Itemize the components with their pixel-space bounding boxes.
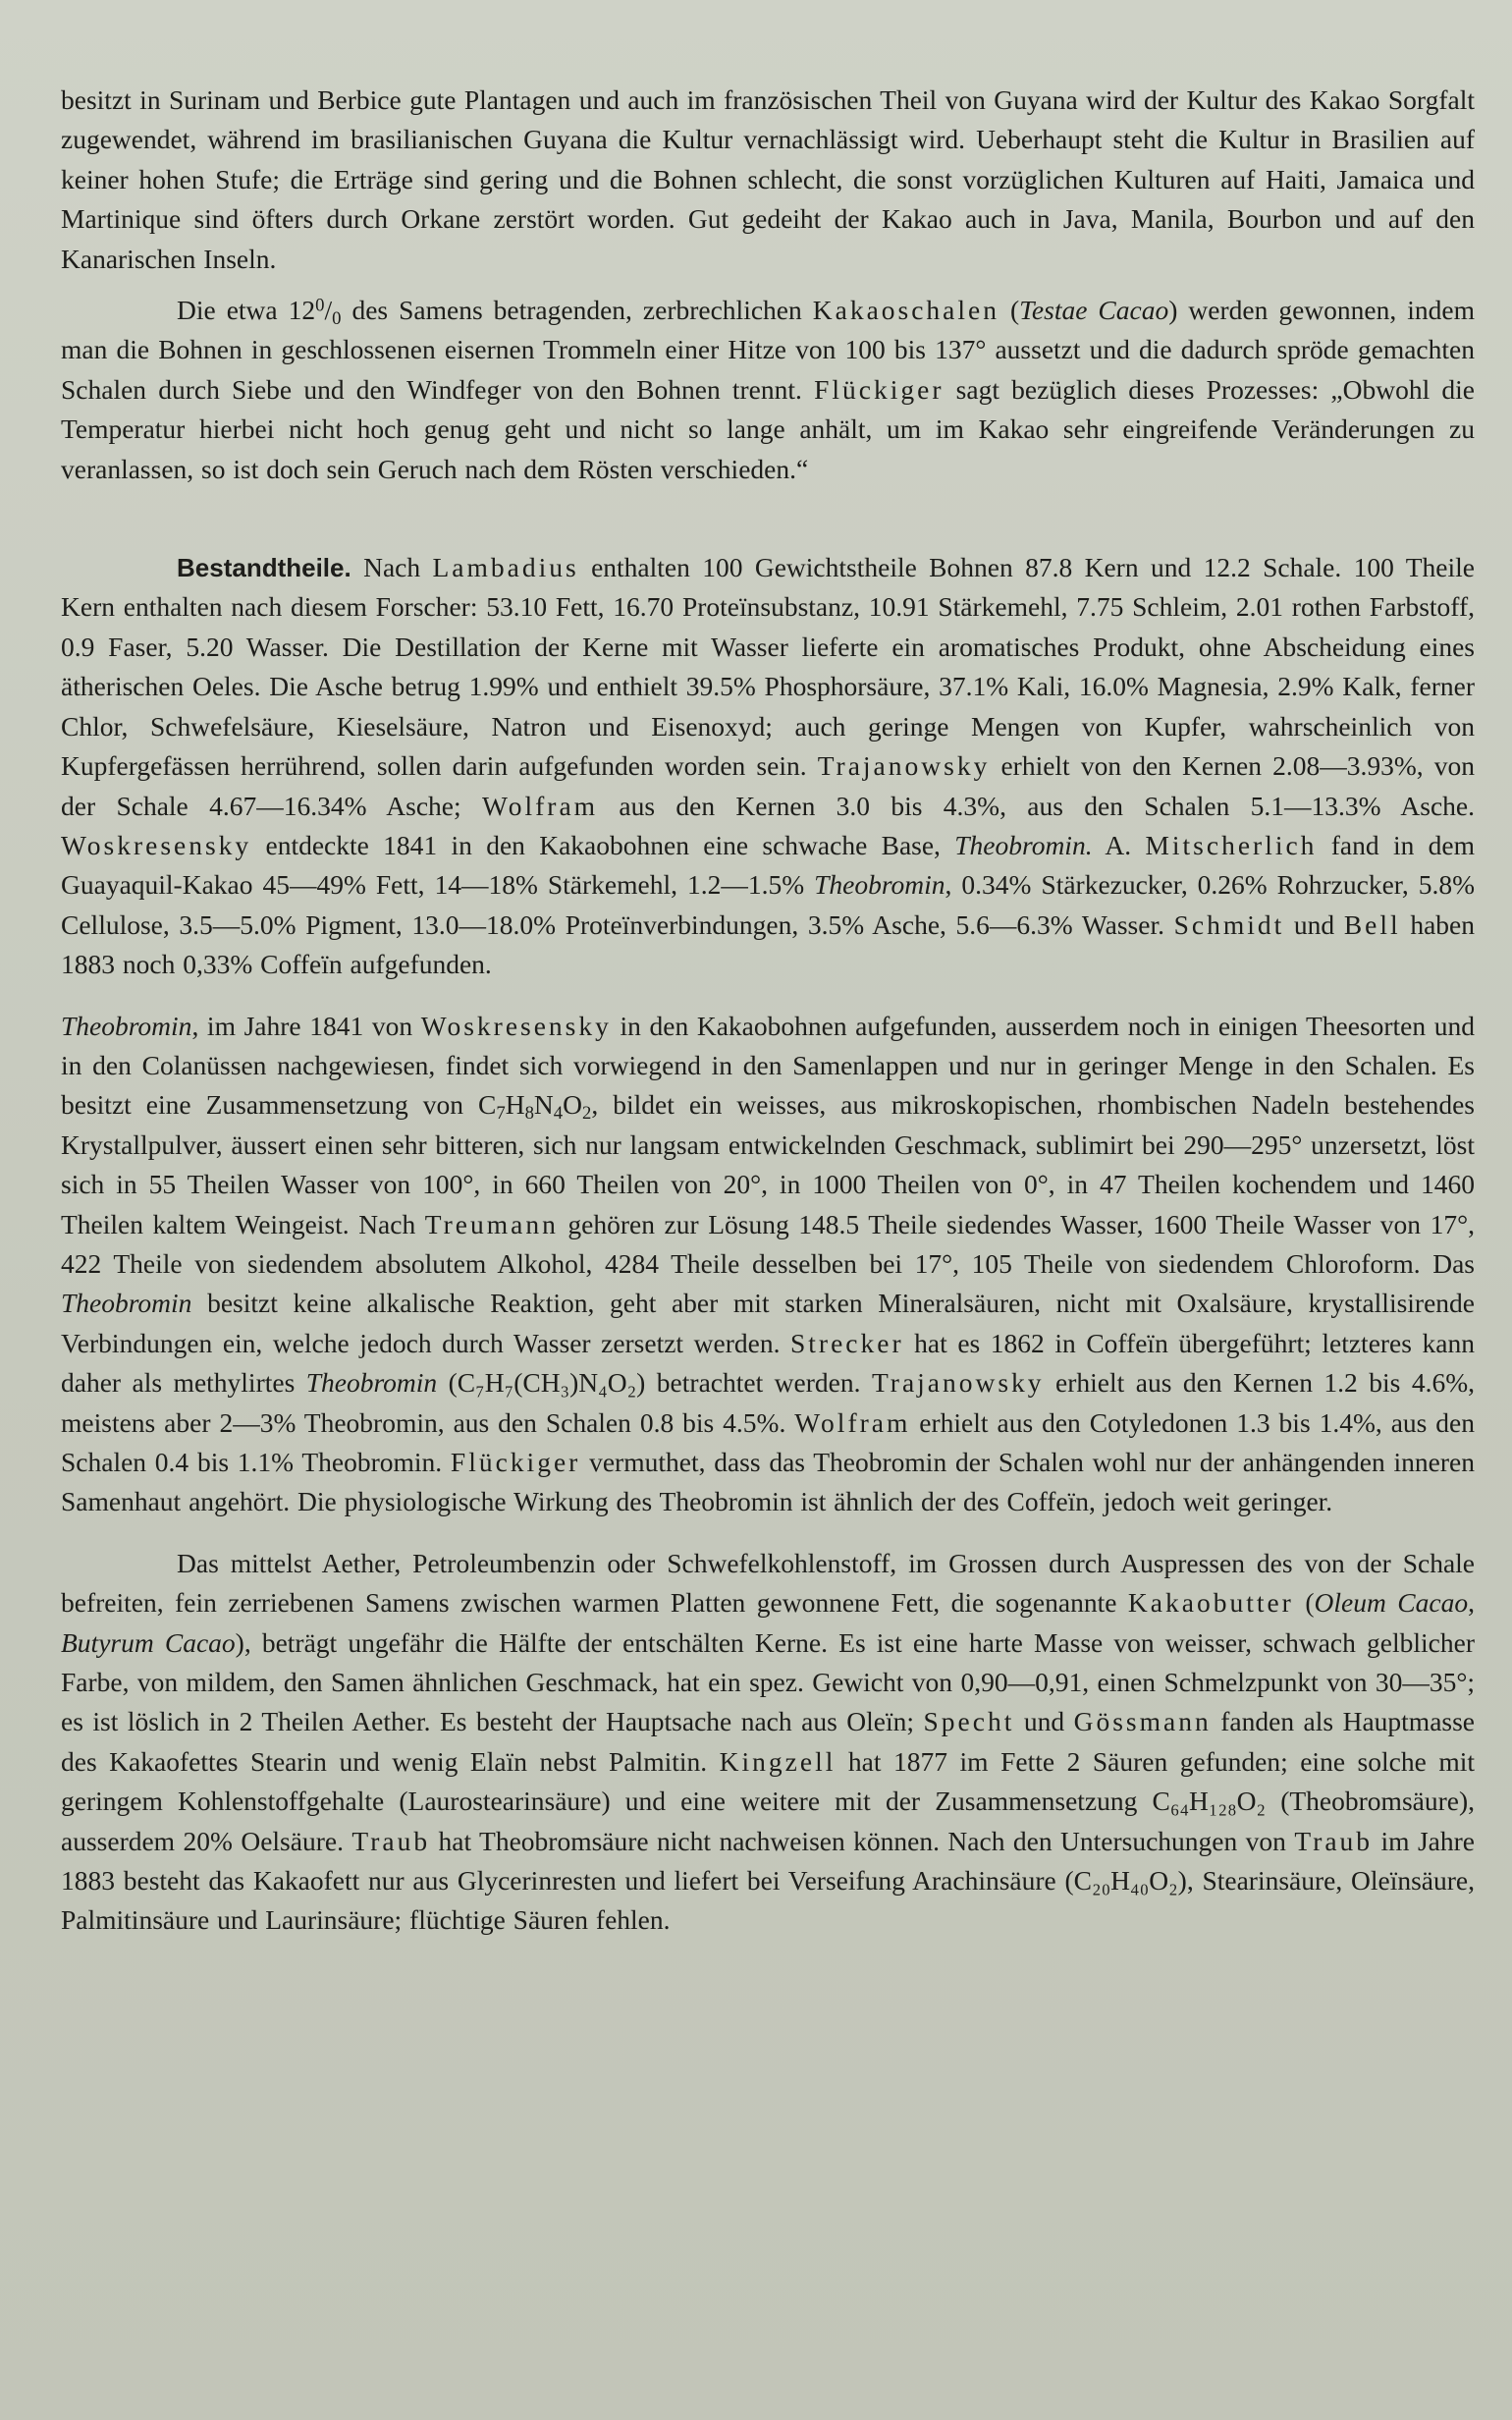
text-run: , [1468, 1587, 1475, 1619]
formula-part: H [505, 1089, 525, 1121]
text-run: , 0.34% Stärkezucker, 0.26% Rohrzucker, 5.8% Cellulose, 3.5—5.0% Pigment, 13.0—18.0% Proteïnverbindungen, 3.5% Asche, 5.6—6.3% Wasser. [61, 869, 1475, 940]
formula-subscript: 4 [553, 1103, 564, 1125]
formula-part: C [478, 1089, 497, 1121]
text-run: (C₇H₇(CH₃)N₄O₂) betrachtet werden. [437, 1367, 872, 1399]
author-name: Specht [923, 1706, 1015, 1737]
author-name: Strecker [790, 1327, 904, 1358]
author-name: Traub [1294, 1825, 1374, 1856]
latin-term: Testae Cacao [1019, 295, 1169, 326]
text-run: ( [999, 295, 1020, 326]
text-run: hat es 1862 in Coffeïn übergeführt; letzteres kann daher als methylirtes [61, 1327, 1475, 1399]
text-run: entdeckte 1841 in den Kakaobohnen eine schwache Base, [251, 829, 955, 860]
latin-term: Butyrum Cacao [61, 1626, 236, 1658]
text-run: ) werden gewonnen, indem man die Bohnen in geschlossenen eisernen Trommeln einer Hitze von 100 bis 137° aussetzt und die dadurch spröde gemachten Schalen durch Siebe und den Windfeger von den Bohnen trennt. [61, 295, 1475, 405]
text-run: , im Jahre 1841 von [191, 1010, 421, 1041]
author-name: Kingzell [719, 1745, 837, 1777]
term-theobromin: Theobromin [61, 1010, 192, 1041]
text-run: besitzt keine alkalische Reaktion, geht aber mit starken Mineralsäuren, nicht mit Oxalsäure, krystallisirende Verbindungen ein, welche jedoch durch Wasser zersetzt werden. [61, 1288, 1475, 1358]
text-run: gehören zur Lösung 148.5 Theile siedendes Wasser, 1600 Theile Wasser von 17°, 422 Theile von siedendem absolutem Alkohol, 4284 Theile desselben bei 17°, 105 Theile von siedendem Chloroform. Das [61, 1208, 1475, 1279]
text-run: und [1014, 1706, 1074, 1737]
paragraph-cultivation: besitzt in Surinam und Berbice gute Plantagen und auch im französischen Theil von Guyana wird der Kultur des Kakao Sorgfalt zugewendet, während im brasilianischen Guyana die Kultur vernachlässigt wird. Ueberhaupt steht die Kultur in Brasilien auf keiner hohen Stufe; die Erträge sind gering und die Bohnen schlecht, die sonst vorzüglichen Kulturen auf Haiti, Jamaica und Martinique sind öfters durch Orkane zerstört worden. Gut gedeiht der Kakao auch in Java, Manila, Bourbon und auf den Kanarischen Inseln. [61, 84, 1475, 274]
text-run: im Jahre 1883 besteht das Kakaofett nur aus Glycerinresten und liefert bei Verseifung Arachinsäure (C₂₀H₄₀O₂), Stearinsäure, Oleïnsäure, Palmitinsäure und Laurinsäure; flüchtige Säuren fehlen. [61, 1825, 1475, 1936]
author-name: Woskresensky [420, 1010, 612, 1041]
term-theobromin: Theobromin [814, 869, 945, 901]
text-run: fanden als Hauptmasse des Kakaofettes Stearin und wenig Elaïn nebst Palmitin. [61, 1706, 1476, 1777]
term-theobromin: Theobromin [305, 1367, 438, 1399]
author-name: Flückiger [814, 373, 945, 405]
text-run: hat 1877 im Fette 2 Säuren gefunden; eine solche mit geringem Kohlenstoffgehalte (Laurostearinsäure) und eine weitere mit der Zusammensetzung C₆₄H₁₂₈O₂ (Theobromsäure), ausserdem 20% Oelsäure. [61, 1745, 1475, 1856]
text-run: Nach [351, 552, 433, 583]
percent-sign-top: 0 [315, 295, 325, 316]
formula-subscript: 2 [582, 1103, 592, 1125]
text-run: haben 1883 noch 0,33% Coffeïn aufgefunden. [61, 908, 1476, 980]
page-text [61, 81, 1475, 1941]
author-name: Wolfram [794, 1406, 911, 1438]
text-run: / [324, 295, 333, 326]
text-run: , bildet ein weisses, aus mikroskopischen, rhombischen Nadeln bestehendes Krystallpulver, äussert einen sehr bitteren, sich nur langsam entwickelnden Geschmack, sublimirt bei 290—295° unzersetzt, löst sich in 55 Theilen Wasser von 100°, in 660 Theilen von 20°, in 1000 Theilen von 0°, in 47 Theilen kochendem und 1460 Theilen kaltem Weingeist. Nach [61, 1089, 1475, 1239]
chemical-formula [478, 1089, 592, 1125]
text-run: Das mittelst Aether, Petroleumbenzin oder Schwefelkohlenstoff, im Grossen durch Auspressen des von der Schale befreiten, fein zerriebenen Samens zwischen warmen Platten gewonnene Fett, die sogenannte [61, 1547, 1475, 1619]
section-heading: Bestandtheile. [177, 553, 351, 583]
paragraph-theobromin [61, 1007, 1475, 1522]
author-name: Woskresensky [61, 829, 252, 860]
term-kakaoschalen: Kakaoschalen [812, 295, 999, 326]
text-run: in den Kakaobohnen aufgefunden, ausserdem noch in einigen Theesorten und in den Colanüssen nachgewiesen, findet sich vorwiegend in den Samenlappen und nur in geringer Menge in den Schalen. Es besitzt eine Zusammensetzung von [61, 1010, 1475, 1121]
formula-part: N [533, 1089, 554, 1121]
author-name: Traub [351, 1825, 431, 1856]
term-theobromin: Theobromin. [954, 829, 1093, 860]
text-run: Die etwa 12 [177, 295, 316, 326]
formula-subscript: 8 [524, 1103, 534, 1125]
text-run: erhielt von den Kernen 2.08—3.93%, von der Schale 4.67—16.34% Asche; [61, 750, 1475, 821]
author-name: Flückiger [450, 1447, 581, 1477]
term-theobromin: Theobromin [61, 1288, 192, 1319]
text-run: und [1284, 908, 1344, 940]
text-run: A. [1092, 829, 1146, 860]
text-run: erhielt aus den Kernen 1.2 bis 4.6%, meistens aber 2—3% Theobromin, aus den Schalen 0.8 bis 4.5%. [61, 1367, 1475, 1438]
text-run: ), beträgt ungefähr die Hälfte der entschälten Kerne. Es ist eine harte Masse von weisser, schwach gelblicher Farbe, von mildem, den Samen ähnlichen Geschmack, hat ein spez. Gewicht von 0,90—0,91, einen Schmelzpunkt von 30—35°; es ist löslich in 2 Theilen Aether. Es besteht der Hauptsache nach aus Oleïn; [61, 1626, 1475, 1737]
text-run: ( [1293, 1587, 1315, 1619]
formula-part: O [563, 1089, 582, 1121]
author-name: Wolfram [482, 790, 599, 821]
text-run: vermuthet, dass das Theobromin der Schalen wohl nur der anhängenden inneren Samenhaut angehört. Die physiologische Wirkung des Theobromin ist ähnlich der des Coffeïn, jedoch weit geringer. [61, 1447, 1475, 1517]
text-run: sagt bezüglich dieses Prozesses: „Obwohl die Temperatur hierbei nicht hoch genug geht und nicht so lange anhält, um im Kakao sehr eingreifende Veränderungen zu veranlassen, so ist doch sein Geruch nach dem Rösten verschieden.“ [61, 373, 1475, 484]
text-run: enthalten 100 Gewichtstheile Bohnen 87.8 Kern und 12.2 Schale. 100 Theile Kern enthalten nach diesem Forscher: 53.10 Fett, 16.70 Proteïnsubstanz, 10.91 Stärkemehl, 7.75 Schleim, 2.01 rothen Farbstoff, 0.9 Faser, 5.20 Wasser. Die Destillation der Kerne mit Wasser lieferte ein aromatisches Produkt, ohne Abscheidung eines ätherischen Oeles. Die Asche betrug 1.99% und enthielt 39.5% Phosphorsäure, 37.1% Kali, 16.0% Magnesia, 2.9% Kalk, ferner Chlor, Schwefelsäure, Kieselsäure, Natron und Eisenoxyd; auch geringe Mengen von Kupfer, wahrscheinlich von Kupfergefässen herrührend, sollen darin aufgefunden worden sein. [61, 552, 1475, 782]
text-run: aus den Kernen 3.0 bis 4.3%, aus den Schalen 5.1—13.3% Asche. [598, 790, 1476, 821]
text-run: des Samens betragenden, zerbrechlichen [341, 295, 813, 326]
text-run: hat Theobromsäure nicht nachweisen können. Nach den Untersuchungen von [430, 1825, 1295, 1856]
text-run: fand in dem Guayaquil-Kakao 45—49% Fett, 14—18% Stärkemehl, 1.2—1.5% [61, 829, 1475, 901]
term-kakaobutter: Kakaobutter [1127, 1587, 1294, 1619]
author-name: Bell [1343, 908, 1401, 940]
paragraph-constituents [61, 548, 1475, 984]
formula-subscript: 7 [496, 1103, 506, 1125]
latin-term: Oleum Cacao [1314, 1587, 1469, 1619]
author-name: Gössmann [1073, 1706, 1212, 1737]
author-name: Schmidt [1173, 908, 1285, 940]
author-name: Mitscherlich [1145, 829, 1318, 860]
author-name: Trajanowsky [871, 1367, 1045, 1399]
author-name: Lambadius [432, 552, 579, 583]
text-run: erhielt aus den Cotyledonen 1.3 bis 1.4%, aus den Schalen 0.4 bis 1.1% Theobromin. [61, 1406, 1475, 1477]
author-name: Trajanowsky [817, 750, 991, 782]
percent-sign-bottom: 0 [332, 308, 342, 330]
paragraph-cacao-shells [61, 291, 1475, 489]
author-name: Treumann [424, 1208, 559, 1239]
paragraph-cocoa-butter [61, 1544, 1475, 1941]
